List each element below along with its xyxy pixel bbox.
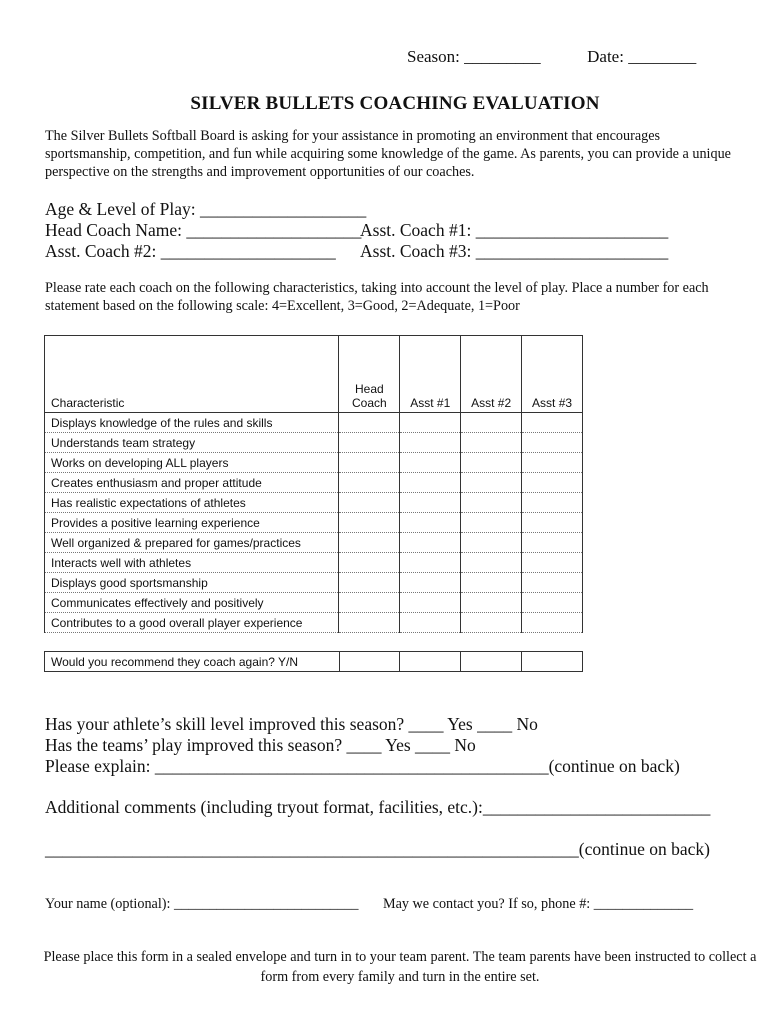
rating-cell[interactable] — [339, 513, 400, 533]
rating-cell[interactable] — [339, 553, 400, 573]
rating-cell[interactable] — [339, 433, 400, 453]
rating-cell[interactable] — [522, 513, 583, 533]
characteristic-label: Provides a positive learning experience — [45, 513, 339, 533]
header-head-line1: Head — [355, 382, 384, 396]
recommend-cell[interactable] — [400, 652, 461, 672]
rating-cell[interactable] — [400, 593, 461, 613]
rating-cell[interactable] — [339, 613, 400, 633]
rating-cell[interactable] — [461, 593, 522, 613]
rating-cell[interactable] — [522, 533, 583, 553]
recommend-cell[interactable] — [339, 652, 400, 672]
characteristic-label: Interacts well with athletes — [45, 553, 339, 573]
rating-cell[interactable] — [339, 453, 400, 473]
rating-cell[interactable] — [461, 473, 522, 493]
your-name-field[interactable]: Your name (optional): __________________________ — [45, 896, 359, 912]
rating-cell[interactable] — [522, 573, 583, 593]
recommend-table — [44, 651, 583, 672]
rating-cell[interactable] — [461, 613, 522, 633]
rating-cell[interactable] — [522, 613, 583, 633]
rating-cell[interactable] — [400, 533, 461, 553]
header-head-line2: Coach — [352, 396, 387, 410]
table-row — [45, 573, 583, 593]
characteristic-label: Communicates effectively and positively — [45, 593, 339, 613]
rating-cell[interactable] — [400, 493, 461, 513]
age-level-field[interactable]: Age & Level of Play: ___________________ — [45, 199, 367, 219]
head-coach-field[interactable]: Head Coach Name: ____________________ — [45, 220, 362, 240]
comments-field[interactable]: Additional comments (including tryout format, facilities, etc.):__________________________ — [45, 797, 711, 817]
table-row — [45, 513, 583, 533]
intro-paragraph: The Silver Bullets Softball Board is asking for your assistance in promoting an environment that encourages sportsmanship, competition, and fun while acquiring some knowledge of the game. As parents, you can provide a unique perspective on the strengths and improvement opportunities of our coaches. — [45, 128, 731, 180]
asst-coach-3-field[interactable]: Asst. Coach #3: ______________________ — [360, 241, 669, 261]
recommend-cell[interactable] — [461, 652, 522, 672]
header-asst-1: Asst #1 — [400, 336, 461, 413]
footer-instructions: Please place this form in a sealed envelope and turn in to your team parent. The team parents have been instructed to collect a form from every family and turn in the entire set. — [43, 949, 757, 985]
rating-cell[interactable] — [339, 533, 400, 553]
date-field[interactable]: Date: ________ — [587, 47, 697, 66]
header-asst-2: Asst #2 — [461, 336, 522, 413]
rating-cell[interactable] — [339, 473, 400, 493]
rating-cell[interactable] — [461, 413, 522, 433]
season-date-line — [407, 47, 696, 67]
recommend-cell[interactable] — [522, 652, 583, 672]
table-row — [45, 613, 583, 633]
page-title: SILVER BULLETS COACHING EVALUATION — [190, 93, 600, 114]
characteristic-label: Displays good sportsmanship — [45, 573, 339, 593]
asst-coach-2-field[interactable]: Asst. Coach #2: ____________________ — [45, 241, 336, 261]
characteristic-label: Displays knowledge of the rules and skills — [45, 413, 339, 433]
rating-cell[interactable] — [522, 473, 583, 493]
header-asst-3: Asst #3 — [522, 336, 583, 413]
rating-cell[interactable] — [400, 453, 461, 473]
rating-cell[interactable] — [461, 433, 522, 453]
explain-field[interactable]: Please explain: _____________________________________________(continue on back) — [45, 756, 680, 776]
table-row — [45, 433, 583, 453]
rating-cell[interactable] — [461, 553, 522, 573]
table-row — [45, 533, 583, 553]
characteristic-label: Understands team strategy — [45, 433, 339, 453]
characteristic-label: Well organized & prepared for games/practices — [45, 533, 339, 553]
characteristic-label: Has realistic expectations of athletes — [45, 493, 339, 513]
rating-cell[interactable] — [522, 453, 583, 473]
rating-cell[interactable] — [522, 413, 583, 433]
table-row — [45, 473, 583, 493]
rating-instructions: Please rate each coach on the following characteristics, taking into account the level of play. Place a number for each statement based on the following scale: 4=Excellent, 3=Good, 2=Adequate, 1=Poor — [45, 280, 709, 314]
team-improved-question[interactable]: Has the teams’ play improved this season? ____ Yes ____ No — [45, 735, 476, 755]
rating-cell[interactable] — [522, 433, 583, 453]
rating-cell[interactable] — [339, 593, 400, 613]
rating-cell[interactable] — [461, 493, 522, 513]
header-head-coach — [339, 336, 400, 413]
header-characteristic: Characteristic — [45, 336, 339, 413]
rating-cell[interactable] — [400, 513, 461, 533]
table-row — [45, 453, 583, 473]
rating-cell[interactable] — [400, 433, 461, 453]
season-field[interactable]: Season: _________ — [407, 47, 541, 66]
rating-cell[interactable] — [400, 413, 461, 433]
rating-cell[interactable] — [461, 453, 522, 473]
table-header-row — [45, 336, 583, 413]
table-row — [45, 413, 583, 433]
rating-cell[interactable] — [400, 613, 461, 633]
comments-continue-line[interactable]: _____________________________________________________________(continue on back) — [45, 839, 710, 859]
rating-cell[interactable] — [400, 473, 461, 493]
rating-cell[interactable] — [522, 553, 583, 573]
rating-cell[interactable] — [400, 553, 461, 573]
rating-cell[interactable] — [461, 533, 522, 553]
rating-cell[interactable] — [461, 573, 522, 593]
table-row — [45, 593, 583, 613]
recommend-row — [45, 652, 583, 672]
rating-cell[interactable] — [461, 513, 522, 533]
asst-coach-1-field[interactable]: Asst. Coach #1: ______________________ — [360, 220, 669, 240]
table-row — [45, 493, 583, 513]
characteristic-label: Contributes to a good overall player experience — [45, 613, 339, 633]
rating-cell[interactable] — [339, 573, 400, 593]
contact-phone-field[interactable]: May we contact you? If so, phone #: ______________ — [383, 896, 694, 912]
recommend-label: Would you recommend they coach again? Y/N — [45, 652, 340, 672]
rating-cell[interactable] — [522, 493, 583, 513]
table-row — [45, 553, 583, 573]
rating-cell[interactable] — [400, 573, 461, 593]
characteristic-label: Creates enthusiasm and proper attitude — [45, 473, 339, 493]
evaluation-table — [44, 335, 583, 633]
rating-cell[interactable] — [339, 413, 400, 433]
rating-cell[interactable] — [339, 493, 400, 513]
characteristic-label: Works on developing ALL players — [45, 453, 339, 473]
rating-cell[interactable] — [522, 593, 583, 613]
skill-improved-question[interactable]: Has your athlete’s skill level improved this season? ____ Yes ____ No — [45, 714, 538, 734]
